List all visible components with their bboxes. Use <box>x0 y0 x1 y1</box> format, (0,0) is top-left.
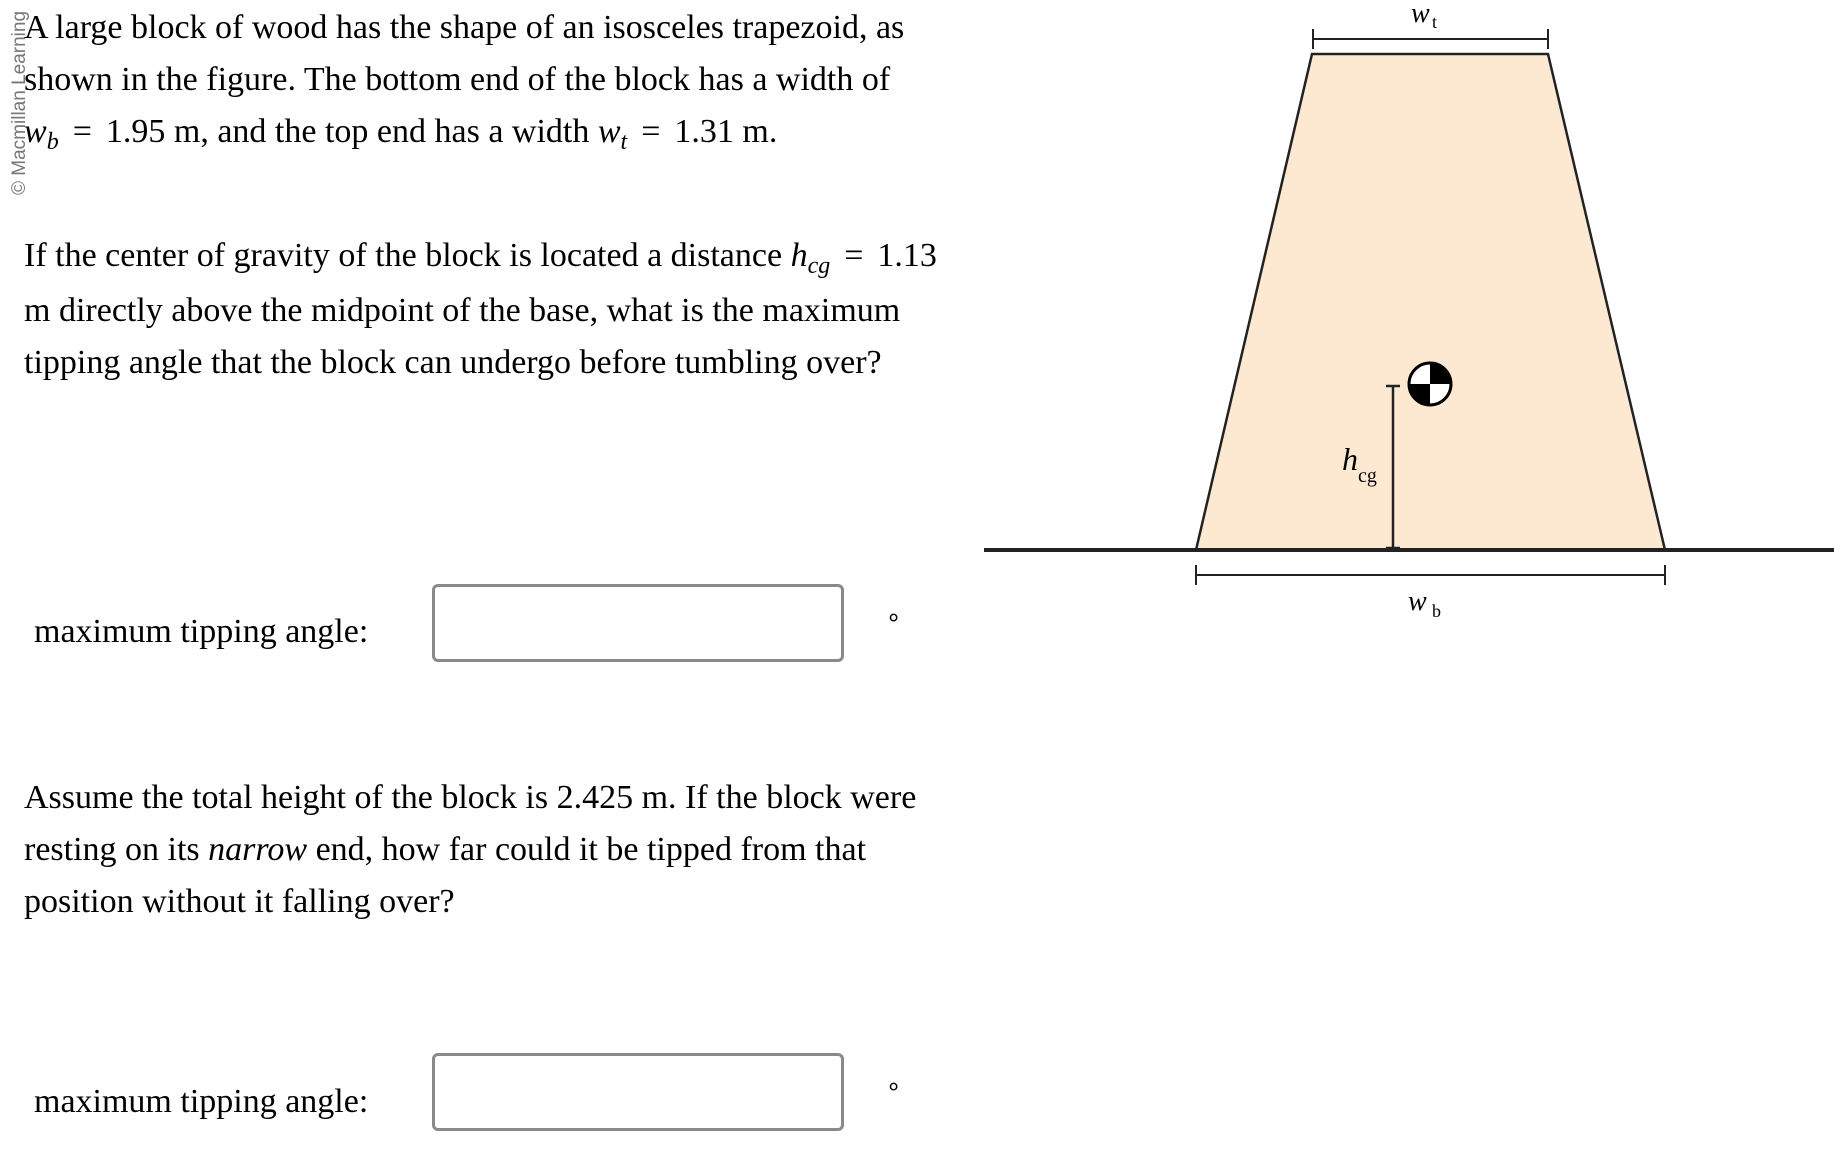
hcg-symbol: h <box>790 237 808 274</box>
answer-1-degree-unit: ° <box>888 608 900 639</box>
wt-subscript: t <box>620 129 628 155</box>
hcg-value: 1.13 m <box>24 237 937 329</box>
wt-symbol: w <box>597 113 621 150</box>
narrow-emphasis: narrow <box>208 831 308 868</box>
answer-2-label: maximum tipping angle: <box>34 1083 369 1120</box>
wt-value: 1.31 m. <box>674 113 778 150</box>
question-1-text-2: directly above the midpoint of the base, what is the maximum tipping angle that the block can undergo before tumbling over? <box>24 292 901 381</box>
hcg-figure-label: h <box>1342 441 1358 477</box>
intro-text: A large block of wood has the shape of an isosceles trapezoid, as shown in the figure. The bottom end of the block has a width of <box>24 9 905 98</box>
wooden-block-trapezoid <box>1196 54 1665 550</box>
answer-2-degree-unit: ° <box>888 1077 900 1108</box>
wb-value: 1.95 m <box>105 113 201 150</box>
wb-figure-label: w <box>1408 586 1427 617</box>
equals-sign: = <box>844 237 864 274</box>
question-2-text-2: end, how far could it be tipped from that position without it falling over? <box>24 831 867 920</box>
equals-sign: = <box>641 113 661 150</box>
wb-figure-subscript: b <box>1432 601 1441 621</box>
hcg-subscript: cg <box>807 253 831 279</box>
question-1-text: If the center of gravity of the block is located a distance <box>24 237 791 274</box>
center-of-gravity-icon <box>1409 363 1451 405</box>
wt-figure-label: w <box>1411 0 1430 29</box>
intro-text-2: , and the top end has a width <box>200 113 598 150</box>
answer-1-label: maximum tipping angle: <box>34 613 369 650</box>
copyright-credit: © Macmillan Learning <box>9 10 30 195</box>
equals-sign: = <box>72 113 92 150</box>
wb-subscript: b <box>46 129 59 155</box>
bottom-width-dimension <box>1196 565 1665 585</box>
question-2-text: Assume the total height of the block is 2.425 m. If the block were resting on its <box>24 779 917 868</box>
top-width-dimension <box>1313 29 1548 49</box>
hcg-figure-subscript: cg <box>1358 465 1377 487</box>
wt-figure-subscript: t <box>1432 12 1438 32</box>
wb-symbol: w <box>24 113 47 150</box>
